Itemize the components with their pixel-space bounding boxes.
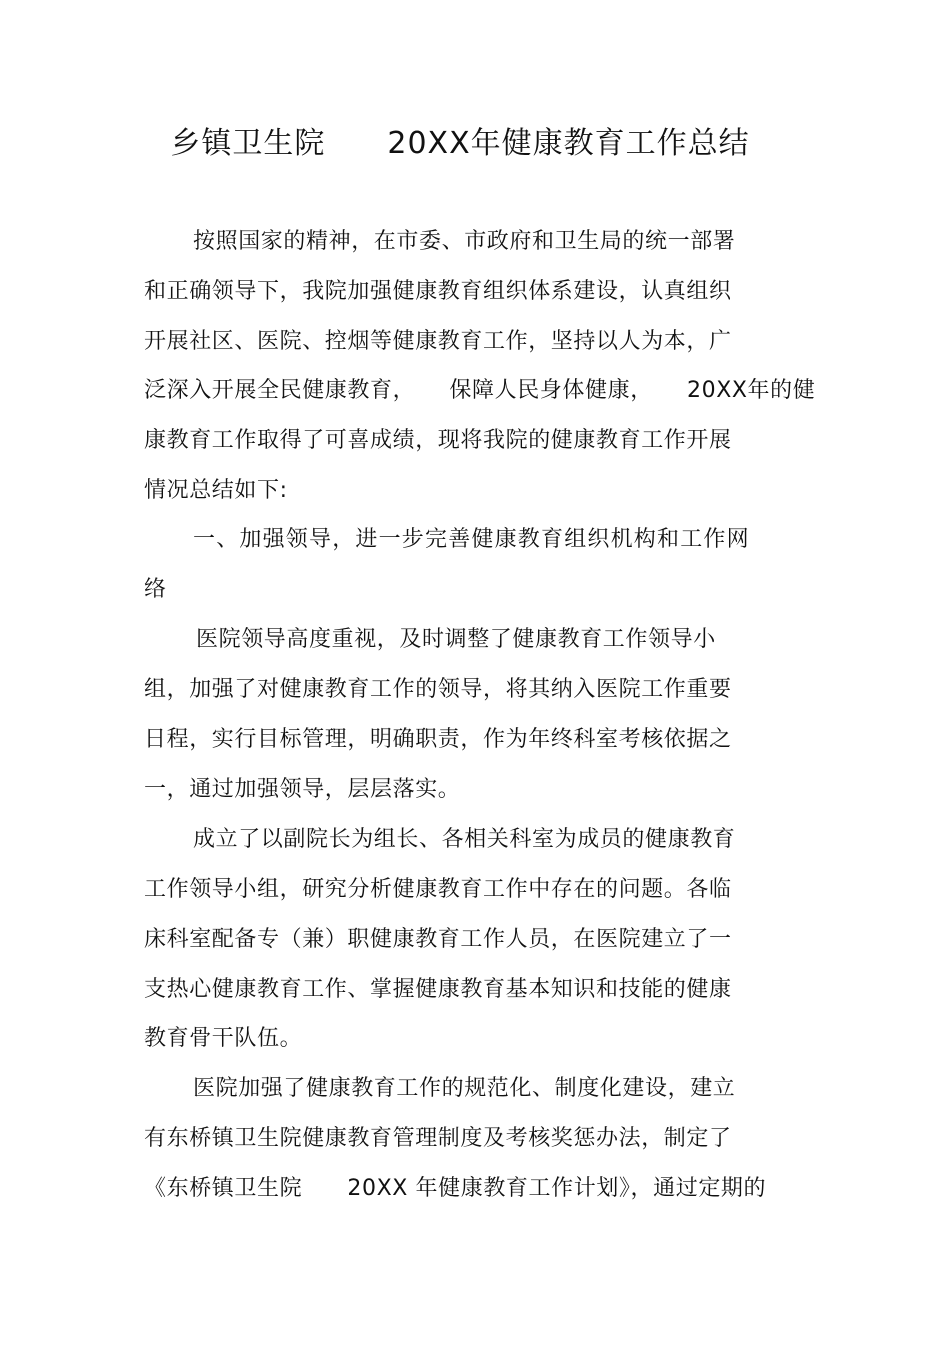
paragraph-line: 康教育工作取得了可喜成绩，现将我院的健康教育工作开展 [144,428,732,453]
paragraph-line: 工作领导小组，研究分析健康教育工作中存在的问题。各临 [144,877,732,902]
section-heading-continuation: 络 [144,577,167,602]
paragraph-line: 组，加强了对健康教育工作的领导，将其纳入医院工作重要 [144,677,732,702]
paragraph-line: 情况总结如下: [144,478,288,503]
paragraph-line: 开展社区、医院、控烟等健康教育工作，坚持以人为本，广 [144,329,732,354]
paragraph-line: 支热心健康教育工作、掌握健康教育基本知识和技能的健康 [144,977,732,1002]
paragraph-line: 有东桥镇卫生院健康教育管理制度及考核奖惩办法，制定了 [144,1126,732,1151]
paragraph-line: 按照国家的精神，在市委、市政府和卫生局的统一部署 [193,229,736,254]
paragraph-line: 泛深入开展全民健康教育， 保障人民身体健康， 20XX年的健 [144,378,816,403]
paragraph-line: 床科室配备专（兼）职健康教育工作人员，在医院建立了一 [144,927,732,952]
paragraph-line: 医院加强了健康教育工作的规范化、制度化建设，建立 [193,1076,736,1101]
paragraph-line: 医院领导高度重视，及时调整了健康教育工作领导小 [196,627,716,652]
paragraph-line: 教育骨干队伍。 [144,1026,303,1051]
page-title: 乡镇卫生院 20XX年健康教育工作总结 [170,126,750,161]
paragraph-line: 成立了以副院长为组长、各相关科室为成员的健康教育 [193,827,736,852]
paragraph-line: 一，通过加强领导，层层落实。 [144,777,461,802]
paragraph-line: 日程，实行目标管理，明确职责，作为年终科室考核依据之 [144,727,732,752]
section-heading: 一、加强领导，进一步完善健康教育组织机构和工作网 [193,527,750,552]
paragraph-line: 《东桥镇卫生院 20XX 年健康教育工作计划》，通过定期的 [144,1176,767,1201]
paragraph-line: 和正确领导下，我院加强健康教育组织体系建设，认真组织 [144,279,732,304]
